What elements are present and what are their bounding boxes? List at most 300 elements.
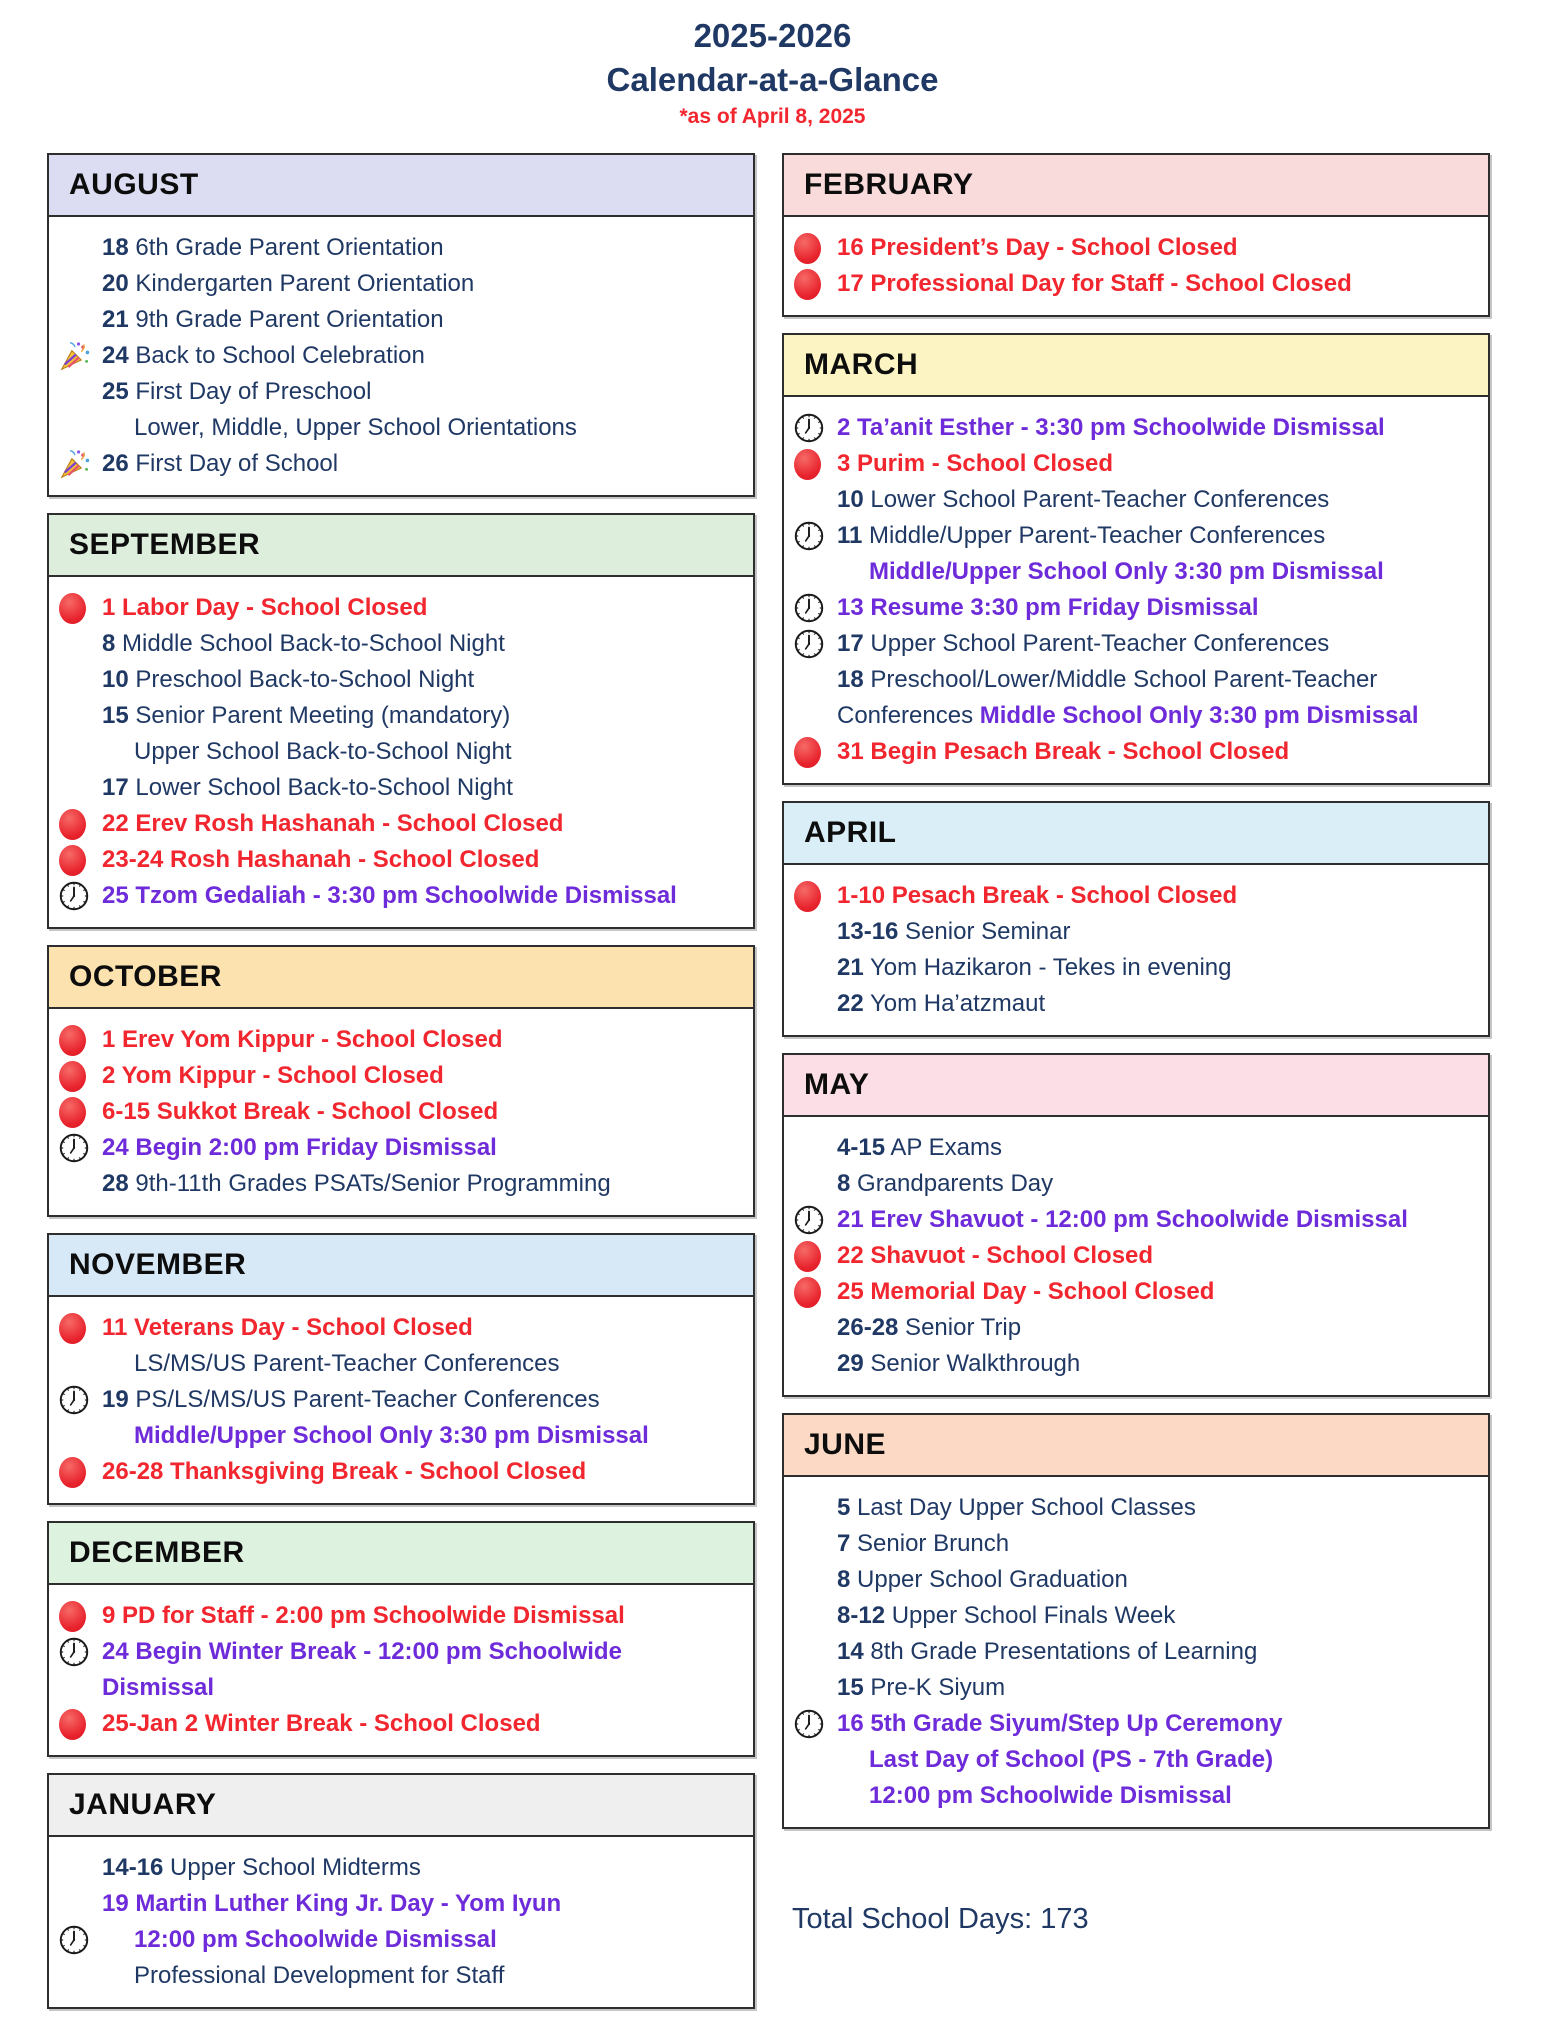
event-text-segment: 24 Begin 2:00 pm Friday Dismissal (102, 1134, 497, 1161)
month-title: FEBRUARY (804, 168, 974, 201)
event-text (837, 734, 1289, 770)
event-text (837, 410, 1385, 446)
event-text-segment: Back to School Celebration (128, 342, 425, 369)
event-line (57, 1346, 749, 1382)
event-text (102, 1598, 625, 1634)
as-of-note: *as of April 8, 2025 (679, 105, 866, 128)
event-text-segment: 9th Grade Parent Orientation (128, 306, 444, 333)
school-closed-icon (792, 269, 837, 300)
event-text-segment: 6th Grade Parent Orientation (128, 234, 444, 261)
event-text-segment: Lower School Parent-Teacher Conferences (863, 486, 1330, 513)
event-text-segment: 24 Begin Winter Break - 12:00 pm Schoolwide (102, 1638, 622, 1665)
event-line (792, 1238, 1484, 1274)
event-line (57, 1418, 749, 1454)
event-text (837, 626, 1329, 662)
event-text (837, 1274, 1214, 1310)
month-december (47, 1521, 755, 1757)
month-events (49, 1297, 753, 1503)
month-header-january (49, 1775, 753, 1837)
event-text (837, 446, 1113, 482)
event-text (102, 446, 338, 482)
event-text-segment: Dismissal (102, 1674, 215, 1701)
event-text-segment: 1-10 Pesach Break - School Closed (837, 882, 1238, 909)
event-text (837, 1778, 1232, 1814)
month-events (784, 865, 1488, 1035)
clock-icon (792, 629, 837, 659)
event-text-segment: Upper School Parent-Teacher Conferences (863, 630, 1330, 657)
event-text-segment: Kindergarten Parent Orientation (128, 270, 475, 297)
event-text-segment: 17 (102, 774, 129, 801)
event-text (837, 266, 1352, 302)
event-text-segment: Upper School Back-to-School Night (134, 738, 512, 765)
event-text-segment: Upper School Midterms (163, 1854, 421, 1881)
event-text (102, 1634, 622, 1670)
event-line (57, 1166, 749, 1202)
event-text (837, 590, 1259, 626)
event-text (102, 1382, 600, 1418)
event-text-segment: 19 Martin Luther King Jr. Day - Yom Iyun (102, 1890, 562, 1917)
event-text-segment: Middle/Upper School Only 3:30 pm Dismissal (869, 558, 1384, 585)
event-text-segment: 26-28 Thanksgiving Break - School Closed (102, 1458, 587, 1485)
event-text-segment: 12:00 pm Schoolwide Dismissal (134, 1926, 497, 1953)
event-text (102, 734, 512, 770)
event-line (57, 626, 749, 662)
month-events (784, 397, 1488, 783)
school-closed-icon (792, 1277, 837, 1308)
event-text (837, 1310, 1021, 1346)
event-line (57, 230, 749, 266)
event-text (102, 1418, 649, 1454)
event-text (102, 1886, 561, 1922)
total-school-days: Total School Days: 173 (792, 1903, 1089, 1935)
month-title: DECEMBER (69, 1536, 245, 1569)
event-text-segment: Middle/Upper School Only 3:30 pm Dismissal (134, 1422, 649, 1449)
event-text-segment: 23-24 Rosh Hashanah - School Closed (102, 846, 540, 873)
event-text-segment: Professional Development for Staff (134, 1962, 505, 1989)
event-line (792, 1778, 1484, 1814)
event-text (837, 1526, 1009, 1562)
event-text (102, 1922, 497, 1958)
event-text (102, 698, 510, 734)
school-closed-icon (57, 1601, 102, 1632)
event-text-segment: 5 (837, 1494, 851, 1521)
month-september (47, 513, 755, 929)
month-header-august (49, 155, 753, 217)
event-text-segment: Lower School Back-to-School Night (128, 774, 513, 801)
event-line (792, 590, 1484, 626)
event-text (102, 1346, 560, 1382)
event-line (57, 1670, 749, 1706)
event-text-segment: Senior Parent Meeting (mandatory) (128, 702, 511, 729)
event-text-segment: 17 (837, 630, 864, 657)
event-text-segment: 1 Erev Yom Kippur - School Closed (102, 1026, 503, 1053)
event-line (57, 734, 749, 770)
party-popper-icon (57, 448, 102, 480)
event-text-segment: 24 (102, 342, 129, 369)
event-line (57, 410, 749, 446)
event-text-segment: PS/LS/MS/US Parent-Teacher Conferences (128, 1386, 600, 1413)
event-line (57, 1382, 749, 1418)
event-text (102, 410, 577, 446)
event-text (102, 1022, 503, 1058)
month-may (782, 1053, 1490, 1397)
event-text-segment: 10 (102, 666, 129, 693)
event-text (837, 1202, 1408, 1238)
page-title-year: 2025-2026 (693, 17, 852, 54)
event-text (102, 1094, 498, 1130)
event-text-segment: 22 Shavuot - School Closed (837, 1242, 1154, 1269)
month-header-may (784, 1055, 1488, 1117)
event-text (102, 1958, 504, 1994)
event-line (57, 1058, 749, 1094)
event-text-segment: 7 (837, 1530, 851, 1557)
event-text-segment: 21 Erev Shavuot - 12:00 pm Schoolwide Dismissal (837, 1206, 1408, 1233)
event-text-segment: 15 (837, 1674, 864, 1701)
clock-icon (57, 881, 102, 911)
month-header-december (49, 1523, 753, 1585)
school-closed-icon (57, 1457, 102, 1488)
event-text-segment: Conferences (837, 702, 980, 729)
event-text-segment: 25-Jan 2 Winter Break - School Closed (102, 1710, 541, 1737)
event-text-segment: 6-15 Sukkot Break - School Closed (102, 1098, 499, 1125)
school-closed-icon (792, 737, 837, 768)
clock-icon (792, 1709, 837, 1739)
event-line (792, 878, 1484, 914)
event-line (792, 482, 1484, 518)
event-line (792, 446, 1484, 482)
school-closed-icon (57, 1061, 102, 1092)
event-line (57, 662, 749, 698)
event-text-segment: Upper School Graduation (850, 1566, 1128, 1593)
event-text (102, 338, 425, 374)
event-text-segment: 22 (837, 990, 864, 1017)
month-august (47, 153, 755, 497)
event-line (792, 1310, 1484, 1346)
event-line (792, 1742, 1484, 1778)
event-line (792, 1634, 1484, 1670)
event-line (57, 878, 749, 914)
event-text (102, 878, 677, 914)
event-line (792, 626, 1484, 662)
month-title: APRIL (804, 816, 897, 849)
event-text (102, 1454, 586, 1490)
event-text (837, 1634, 1257, 1670)
month-february (782, 153, 1490, 317)
event-text-segment: 3 Purim - School Closed (837, 450, 1114, 477)
month-events (784, 217, 1488, 315)
month-title: JUNE (804, 1428, 887, 1461)
event-line (792, 734, 1484, 770)
event-text (102, 230, 444, 266)
event-text (837, 1562, 1128, 1598)
left-column-months (47, 153, 755, 2009)
school-closed-icon (792, 449, 837, 480)
event-text-segment: 14-16 (102, 1854, 164, 1881)
event-text-segment: 29 (837, 1350, 864, 1377)
event-text (837, 662, 1377, 698)
event-text (837, 1166, 1053, 1202)
event-text-segment: 14 (837, 1638, 864, 1665)
event-text-segment: Senior Trip (898, 1314, 1022, 1341)
event-text-segment: 22 Erev Rosh Hashanah - School Closed (102, 810, 564, 837)
event-line (57, 698, 749, 734)
event-text (837, 878, 1237, 914)
school-closed-icon (57, 1709, 102, 1740)
month-title: MARCH (804, 348, 919, 381)
event-text-segment: Senior Walkthrough (863, 1350, 1081, 1377)
event-text-segment: Middle/Upper Parent-Teacher Conferences (862, 522, 1326, 549)
event-text-segment: 8 (837, 1566, 851, 1593)
event-text (102, 1670, 214, 1706)
event-text (837, 1598, 1175, 1634)
event-text-segment: 11 Veterans Day - School Closed (102, 1314, 473, 1341)
event-text-segment: 8 (102, 630, 116, 657)
right-column-months (782, 153, 1490, 1829)
event-line (792, 1202, 1484, 1238)
event-text-segment: 18 (837, 666, 864, 693)
event-text-segment: 21 (837, 954, 864, 981)
event-line (57, 770, 749, 806)
event-line (57, 1850, 749, 1886)
event-text (837, 482, 1329, 518)
event-text (837, 1490, 1196, 1526)
event-line (57, 1634, 749, 1670)
month-title: SEPTEMBER (69, 528, 261, 561)
event-line (57, 1886, 749, 1922)
event-text-segment: Senior Brunch (850, 1530, 1010, 1557)
month-header-november (49, 1235, 753, 1297)
event-line (792, 1526, 1484, 1562)
event-text-segment: 10 (837, 486, 864, 513)
event-text-segment: Yom Hazikaron - Tekes in evening (863, 954, 1232, 981)
month-march (782, 333, 1490, 785)
event-text-segment: 2 Ta’anit Esther - 3:30 pm Schoolwide Dismissal (837, 414, 1385, 441)
event-line (792, 266, 1484, 302)
clock-icon (792, 521, 837, 551)
month-june (782, 1413, 1490, 1829)
page-title: Calendar-at-a-Glance (606, 61, 939, 98)
event-text (102, 842, 539, 878)
event-text-segment: 15 (102, 702, 129, 729)
event-line (57, 1310, 749, 1346)
event-text-segment: LS/MS/US Parent-Teacher Conferences (134, 1350, 560, 1377)
event-line (792, 230, 1484, 266)
event-text (837, 1670, 1005, 1706)
event-line (57, 590, 749, 626)
event-text-segment: 2 Yom Kippur - School Closed (102, 1062, 444, 1089)
event-text-segment: Last Day of School (PS - 7th Grade) (869, 1746, 1274, 1773)
event-line (57, 446, 749, 482)
clock-icon (57, 1637, 102, 1667)
event-text (837, 1742, 1273, 1778)
event-text-segment: AP Exams (885, 1134, 1002, 1161)
event-text (837, 1346, 1080, 1382)
event-text-segment: 25 Tzom Gedaliah - 3:30 pm Schoolwide Dismissal (102, 882, 677, 909)
event-line (792, 554, 1484, 590)
month-events (784, 1117, 1488, 1395)
event-text (102, 374, 371, 410)
month-header-september (49, 515, 753, 577)
month-april (782, 801, 1490, 1037)
event-text (102, 1058, 444, 1094)
event-text-segment: 26 (102, 450, 129, 477)
month-header-june (784, 1415, 1488, 1477)
event-line (792, 1706, 1484, 1742)
event-text-segment: Yom Ha’atzmaut (863, 990, 1046, 1017)
event-line (792, 950, 1484, 986)
clock-icon (57, 1925, 102, 1955)
month-header-october (49, 947, 753, 1009)
event-line (792, 986, 1484, 1022)
event-text (102, 1166, 611, 1202)
event-text-segment: 9th-11th Grades PSATs/Senior Programming (128, 1170, 611, 1197)
school-closed-icon (57, 1313, 102, 1344)
event-text-segment: 25 Memorial Day - School Closed (837, 1278, 1215, 1305)
month-events (49, 1585, 753, 1755)
school-closed-icon (792, 881, 837, 912)
event-line (57, 1094, 749, 1130)
event-text (102, 1850, 421, 1886)
event-line (57, 1022, 749, 1058)
event-text-segment: Middle School Only 3:30 pm Dismissal (979, 702, 1419, 729)
school-closed-icon (792, 233, 837, 264)
event-line (792, 1598, 1484, 1634)
month-events (784, 1477, 1488, 1827)
event-text (102, 590, 427, 626)
event-text-segment: 13-16 (837, 918, 899, 945)
event-text-segment: 16 5th Grade Siyum/Step Up Ceremony (837, 1710, 1283, 1737)
event-line (792, 698, 1484, 734)
event-line (792, 1346, 1484, 1382)
event-text-segment: First Day of Preschool (128, 378, 372, 405)
event-text (837, 1706, 1282, 1742)
month-january (47, 1773, 755, 2009)
event-line (792, 1670, 1484, 1706)
clock-icon (57, 1133, 102, 1163)
event-line (57, 1958, 749, 1994)
clock-icon (57, 1385, 102, 1415)
event-text-segment: 20 (102, 270, 129, 297)
event-text-segment: 31 Begin Pesach Break - School Closed (837, 738, 1290, 765)
month-header-march (784, 335, 1488, 397)
event-text-segment: 13 Resume 3:30 pm Friday Dismissal (837, 594, 1259, 621)
month-title: AUGUST (69, 168, 199, 201)
event-text-segment: Preschool Back-to-School Night (128, 666, 475, 693)
event-text (837, 230, 1238, 266)
event-text-segment: 9 PD for Staff - 2:00 pm Schoolwide Dismissal (102, 1602, 625, 1629)
event-text (102, 1706, 541, 1742)
event-line (57, 338, 749, 374)
month-events (49, 1009, 753, 1215)
left-column (47, 153, 755, 2025)
event-text-segment: First Day of School (128, 450, 339, 477)
event-line (792, 1490, 1484, 1526)
event-text-segment: 17 Professional Day for Staff - School Closed (837, 270, 1352, 297)
event-line (57, 1922, 749, 1958)
event-text (102, 626, 505, 662)
event-text-segment: Preschool/Lower/Middle School Parent-Teacher (863, 666, 1378, 693)
event-text (102, 1310, 473, 1346)
event-line (57, 266, 749, 302)
month-title: JANUARY (69, 1788, 217, 1821)
month-november (47, 1233, 755, 1505)
event-text (837, 986, 1045, 1022)
event-text-segment: Last Day Upper School Classes (850, 1494, 1196, 1521)
school-closed-icon (57, 593, 102, 624)
event-text-segment: 11 (837, 522, 863, 549)
page-header (0, 0, 1545, 129)
event-line (57, 842, 749, 878)
event-text-segment: Lower, Middle, Upper School Orientations (134, 414, 577, 441)
month-title: OCTOBER (69, 960, 222, 993)
event-text (102, 770, 513, 806)
event-text-segment: 12:00 pm Schoolwide Dismissal (869, 1782, 1232, 1809)
event-line (57, 1454, 749, 1490)
right-column (782, 153, 1490, 1936)
month-events (49, 1837, 753, 2007)
event-text-segment: 21 (102, 306, 129, 333)
school-closed-icon (57, 1097, 102, 1128)
clock-icon (792, 593, 837, 623)
event-text-segment: 4-15 (837, 1134, 886, 1161)
clock-icon (792, 1205, 837, 1235)
event-text-segment: 26-28 (837, 1314, 899, 1341)
event-text-segment: 28 (102, 1170, 129, 1197)
event-text-segment: 8th Grade Presentations of Learning (863, 1638, 1258, 1665)
clock-icon (792, 413, 837, 443)
event-line (57, 374, 749, 410)
month-header-april (784, 803, 1488, 865)
month-events (49, 217, 753, 495)
event-text (102, 662, 474, 698)
event-line (792, 662, 1484, 698)
event-text (102, 266, 474, 302)
event-text-segment: Middle School Back-to-School Night (115, 630, 505, 657)
event-line (792, 518, 1484, 554)
event-line (57, 302, 749, 338)
month-events (49, 577, 753, 927)
event-text (837, 1238, 1153, 1274)
school-closed-icon (57, 809, 102, 840)
school-closed-icon (57, 845, 102, 876)
event-text-segment: 25 (102, 378, 129, 405)
event-text-segment: Upper School Finals Week (885, 1602, 1176, 1629)
event-line (57, 1130, 749, 1166)
event-text (837, 914, 1070, 950)
event-text (102, 302, 444, 338)
event-line (792, 1166, 1484, 1202)
event-line (792, 1130, 1484, 1166)
event-text (837, 554, 1384, 590)
event-text-segment: 8-12 (837, 1602, 886, 1629)
event-text-segment: Pre-K Siyum (863, 1674, 1006, 1701)
event-text (102, 1130, 497, 1166)
calendar-columns (0, 153, 1545, 2025)
event-line (792, 410, 1484, 446)
event-line (792, 1562, 1484, 1598)
month-header-february (784, 155, 1488, 217)
event-text (102, 806, 563, 842)
event-text (837, 518, 1325, 554)
event-text-segment: 16 President’s Day - School Closed (837, 234, 1238, 261)
event-text-segment: Grandparents Day (850, 1170, 1054, 1197)
event-text-segment: 19 (102, 1386, 129, 1413)
month-title: NOVEMBER (69, 1248, 247, 1281)
month-title: MAY (804, 1068, 870, 1101)
event-line (57, 806, 749, 842)
event-text-segment: 18 (102, 234, 129, 261)
event-text-segment: Senior Seminar (898, 918, 1071, 945)
